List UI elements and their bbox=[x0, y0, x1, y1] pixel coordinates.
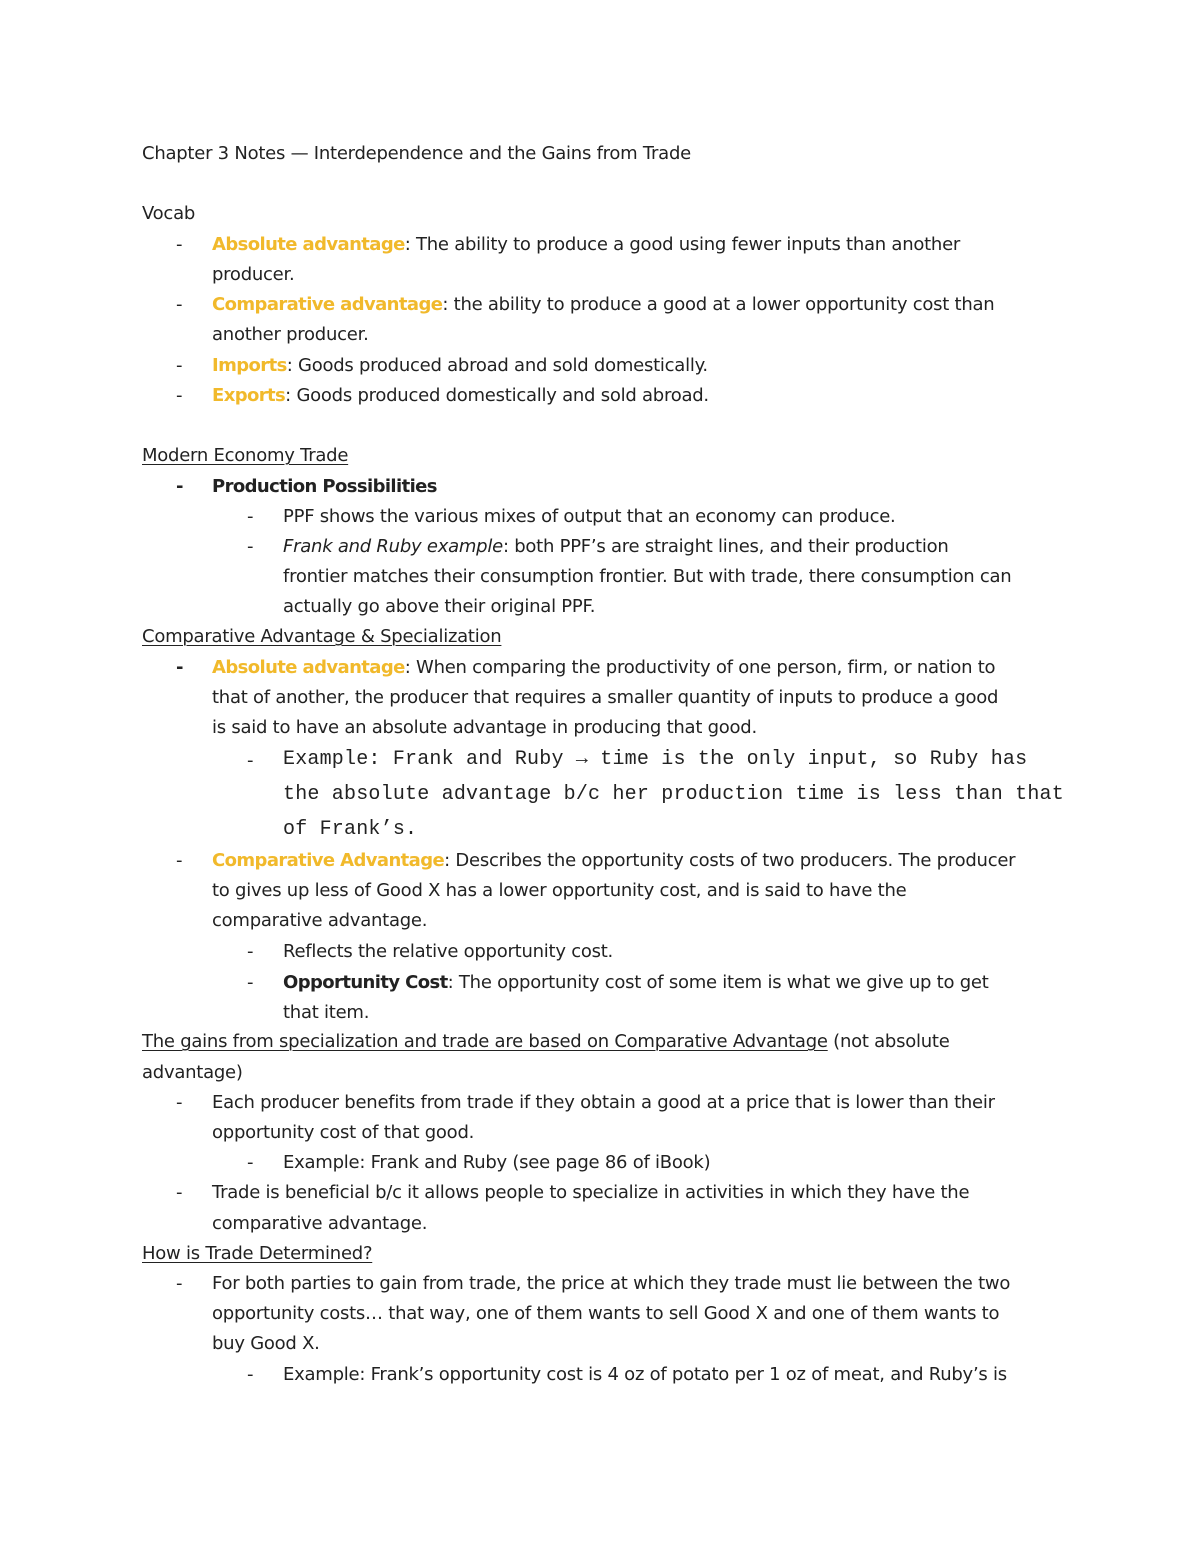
comp-advantage-cont: to gives up less of Good X has a lower opportunity cost, and is said to have the bbox=[212, 880, 907, 901]
list-bullet: - bbox=[176, 850, 183, 871]
both-parties-cont: buy Good X. bbox=[212, 1333, 320, 1354]
vocab-term: Absolute advantage bbox=[212, 234, 405, 255]
vocab-term: Exports bbox=[212, 385, 286, 406]
frank-example-line: Frank and Ruby example: both PPF’s are straight lines, and their production bbox=[283, 536, 949, 557]
trade-beneficial-cont: comparative advantage. bbox=[212, 1213, 428, 1234]
list-bullet: - bbox=[176, 476, 184, 497]
section-heading-modern: Modern Economy Trade bbox=[142, 445, 349, 466]
vocab-item-absolute: Absolute advantage: The ability to produce a good using fewer inputs than another bbox=[212, 234, 961, 255]
mono-example-cont: the absolute advantage b/c her production time is less than that bbox=[283, 783, 1064, 806]
comp-advantage-line: Comparative Advantage: Describes the opportunity costs of two producers. The producer bbox=[212, 850, 1016, 871]
abs-advantage-line: Absolute advantage: When comparing the productivity of one person, firm, or nation to bbox=[212, 657, 996, 678]
determined-example-line: Example: Frank’s opportunity cost is 4 oz of potato per 1 oz of meat, and Ruby’s is bbox=[283, 1364, 1007, 1385]
frank-example-cont: actually go above their original PPF. bbox=[283, 596, 596, 617]
section-heading-gains-cont: advantage) bbox=[142, 1062, 243, 1083]
vocab-item-comparative-cont: another producer. bbox=[212, 324, 369, 345]
ppf-line: PPF shows the various mixes of output that an economy can produce. bbox=[283, 506, 896, 527]
section-heading-determined: How is Trade Determined? bbox=[142, 1243, 373, 1264]
trade-beneficial-line: Trade is beneficial b/c it allows people to specialize in activities in which they have the bbox=[212, 1182, 970, 1203]
reflects-line: Reflects the relative opportunity cost. bbox=[283, 941, 614, 962]
list-bullet: - bbox=[247, 1152, 254, 1173]
vocab-item-imports: Imports: Goods produced abroad and sold domestically. bbox=[212, 355, 708, 376]
comp-advantage-cont: comparative advantage. bbox=[212, 910, 428, 931]
vocab-item-comparative: Comparative advantage: the ability to produce a good at a lower opportunity cost than bbox=[212, 294, 995, 315]
list-bullet: - bbox=[247, 941, 254, 962]
list-bullet: - bbox=[176, 1273, 183, 1294]
pp-heading: Production Possibilities bbox=[212, 476, 437, 497]
list-bullet: - bbox=[176, 234, 183, 255]
frank-example-cont: frontier matches their consumption frontier. But with trade, there consumption can bbox=[283, 566, 1012, 587]
list-bullet: - bbox=[176, 1092, 183, 1113]
vocab-heading: Vocab bbox=[142, 203, 196, 224]
gains-example-line: Example: Frank and Ruby (see page 86 of iBook) bbox=[283, 1152, 711, 1173]
opportunity-cost-cont: that item. bbox=[283, 1002, 370, 1023]
list-bullet: - bbox=[247, 536, 254, 557]
section-heading-gains: The gains from specialization and trade are based on Comparative Advantage (not absolute bbox=[142, 1031, 950, 1052]
opportunity-cost-line: Opportunity Cost: The opportunity cost of some item is what we give up to get bbox=[283, 972, 989, 993]
vocab-item-exports: Exports: Goods produced domestically and sold abroad. bbox=[212, 385, 709, 406]
list-bullet: - bbox=[247, 972, 254, 993]
vocab-term: Imports bbox=[212, 355, 287, 376]
each-producer-cont: opportunity cost of that good. bbox=[212, 1122, 475, 1143]
both-parties-line: For both parties to gain from trade, the price at which they trade must lie between the two bbox=[212, 1273, 1011, 1294]
vocab-item-absolute-cont: producer. bbox=[212, 264, 295, 285]
both-parties-cont: opportunity costs… that way, one of them wants to sell Good X and one of them wants to bbox=[212, 1303, 1000, 1324]
each-producer-line: Each producer benefits from trade if they obtain a good at a price that is lower than their bbox=[212, 1092, 995, 1113]
list-bullet: - bbox=[176, 385, 183, 406]
mono-example-line: Example: Frank and Ruby → time is the only input, so Ruby has bbox=[283, 748, 1028, 771]
list-bullet: - bbox=[247, 750, 254, 771]
abs-advantage-cont: is said to have an absolute advantage in producing that good. bbox=[212, 717, 757, 738]
list-bullet: - bbox=[247, 506, 254, 527]
list-bullet: - bbox=[176, 1182, 183, 1203]
list-bullet: - bbox=[176, 294, 183, 315]
list-bullet: - bbox=[176, 355, 183, 376]
vocab-term: Comparative advantage bbox=[212, 294, 443, 315]
page-title: Chapter 3 Notes — Interdependence and the Gains from Trade bbox=[142, 143, 691, 164]
abs-advantage-cont: that of another, the producer that requires a smaller quantity of inputs to produce a good bbox=[212, 687, 999, 708]
section-heading-comparative: Comparative Advantage & Specialization bbox=[142, 626, 502, 647]
mono-example-cont: of Frank’s. bbox=[283, 818, 418, 841]
list-bullet: - bbox=[176, 657, 184, 678]
list-bullet: - bbox=[247, 1364, 254, 1385]
